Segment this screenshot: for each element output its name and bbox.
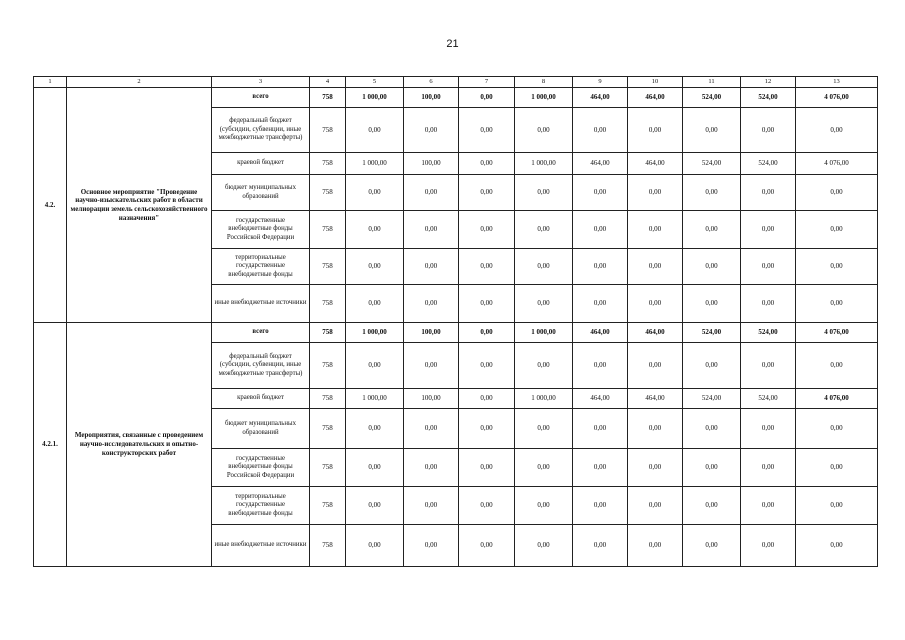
amount-cell: 0,00 xyxy=(628,175,683,211)
amount-cell: 0,00 xyxy=(404,487,459,525)
grbs-code-cell: 758 xyxy=(310,487,346,525)
amount-cell: 0,00 xyxy=(459,175,515,211)
amount-cell: 0,00 xyxy=(515,108,573,153)
amount-cell: 0,00 xyxy=(628,343,683,389)
amount-cell: 0,00 xyxy=(573,285,628,323)
amount-cell: 0,00 xyxy=(683,409,741,449)
column-number-row xyxy=(34,77,878,88)
column-number-cell: 8 xyxy=(515,77,573,88)
amount-cell: 0,00 xyxy=(459,525,515,567)
amount-cell: 1 000,00 xyxy=(515,323,573,343)
amount-cell: 0,00 xyxy=(683,211,741,249)
funding-source: государственные внебюджетные фонды Российской Федерации xyxy=(212,449,310,487)
amount-cell: 0,00 xyxy=(459,409,515,449)
column-number-cell: 3 xyxy=(212,77,310,88)
amount-cell: 464,00 xyxy=(573,153,628,175)
funding-source: краевой бюджет xyxy=(212,153,310,175)
amount-cell: 0,00 xyxy=(459,389,515,409)
amount-cell: 0,00 xyxy=(683,449,741,487)
amount-cell: 0,00 xyxy=(628,449,683,487)
funding-source: иные внебюджетные источники xyxy=(212,525,310,567)
amount-cell: 0,00 xyxy=(683,249,741,285)
amount-cell: 0,00 xyxy=(346,449,404,487)
amount-cell: 524,00 xyxy=(741,323,796,343)
amount-cell: 0,00 xyxy=(404,343,459,389)
amount-cell: 0,00 xyxy=(628,249,683,285)
amount-cell: 0,00 xyxy=(628,211,683,249)
column-number-cell: 5 xyxy=(346,77,404,88)
amount-cell: 4 076,00 xyxy=(796,153,878,175)
amount-cell: 0,00 xyxy=(796,175,878,211)
funding-source: бюджет муниципальных образований xyxy=(212,409,310,449)
amount-cell: 100,00 xyxy=(404,153,459,175)
amount-cell: 0,00 xyxy=(515,449,573,487)
amount-cell: 0,00 xyxy=(628,108,683,153)
amount-cell: 100,00 xyxy=(404,323,459,343)
measure-name: Мероприятия, связанные с проведением научно-исследовательских и опытно-конструкторских работ xyxy=(67,323,212,567)
amount-cell: 0,00 xyxy=(346,409,404,449)
grbs-code-cell: 758 xyxy=(310,525,346,567)
amount-cell: 0,00 xyxy=(683,343,741,389)
column-number-cell: 13 xyxy=(796,77,878,88)
amount-cell: 0,00 xyxy=(573,249,628,285)
amount-cell: 0,00 xyxy=(346,175,404,211)
funding-source: бюджет муниципальных образований xyxy=(212,175,310,211)
amount-cell: 100,00 xyxy=(404,389,459,409)
amount-cell: 0,00 xyxy=(741,525,796,567)
amount-cell: 0,00 xyxy=(683,175,741,211)
amount-cell: 0,00 xyxy=(796,211,878,249)
amount-cell: 464,00 xyxy=(573,323,628,343)
column-number-cell: 4 xyxy=(310,77,346,88)
amount-cell: 0,00 xyxy=(741,409,796,449)
amount-cell: 100,00 xyxy=(404,88,459,108)
amount-cell: 0,00 xyxy=(459,88,515,108)
amount-cell: 0,00 xyxy=(515,249,573,285)
amount-cell: 0,00 xyxy=(741,285,796,323)
amount-cell: 0,00 xyxy=(459,487,515,525)
amount-cell: 0,00 xyxy=(741,449,796,487)
amount-cell: 0,00 xyxy=(741,108,796,153)
funding-source: государственные внебюджетные фонды Российской Федерации xyxy=(212,211,310,249)
amount-cell: 0,00 xyxy=(346,343,404,389)
column-number-cell: 12 xyxy=(741,77,796,88)
amount-cell: 0,00 xyxy=(741,343,796,389)
amount-cell: 464,00 xyxy=(628,323,683,343)
amount-cell: 1 000,00 xyxy=(346,323,404,343)
amount-cell: 524,00 xyxy=(683,153,741,175)
amount-cell: 0,00 xyxy=(404,108,459,153)
amount-cell: 0,00 xyxy=(459,323,515,343)
grbs-code-cell: 758 xyxy=(310,343,346,389)
amount-cell: 0,00 xyxy=(683,525,741,567)
amount-cell: 0,00 xyxy=(404,249,459,285)
column-number-cell: 10 xyxy=(628,77,683,88)
amount-cell: 0,00 xyxy=(515,343,573,389)
amount-cell: 0,00 xyxy=(796,525,878,567)
amount-cell: 0,00 xyxy=(346,487,404,525)
amount-cell: 0,00 xyxy=(459,108,515,153)
amount-cell: 524,00 xyxy=(741,389,796,409)
amount-cell: 0,00 xyxy=(573,487,628,525)
amount-cell: 0,00 xyxy=(628,409,683,449)
amount-cell: 524,00 xyxy=(741,88,796,108)
amount-cell: 0,00 xyxy=(796,487,878,525)
measure-name: Основное мероприятие "Проведение научно-изыскательских работ в области мелиорации земель сельскохозяйственного назначения" xyxy=(67,88,212,323)
table-row xyxy=(34,323,878,343)
funding-source: всего xyxy=(212,323,310,343)
amount-cell: 0,00 xyxy=(346,108,404,153)
amount-cell: 0,00 xyxy=(683,487,741,525)
funding-source: всего xyxy=(212,88,310,108)
amount-cell: 0,00 xyxy=(515,525,573,567)
amount-cell: 0,00 xyxy=(741,249,796,285)
grbs-code-cell: 758 xyxy=(310,108,346,153)
grbs-code-cell: 758 xyxy=(310,88,346,108)
page-number: 21 xyxy=(446,38,459,50)
amount-cell: 0,00 xyxy=(741,487,796,525)
amount-cell: 0,00 xyxy=(404,449,459,487)
column-number-cell: 9 xyxy=(573,77,628,88)
amount-cell: 0,00 xyxy=(573,108,628,153)
amount-cell: 0,00 xyxy=(796,343,878,389)
amount-cell: 0,00 xyxy=(404,285,459,323)
amount-cell: 4 076,00 xyxy=(796,323,878,343)
amount-cell: 0,00 xyxy=(628,525,683,567)
amount-cell: 0,00 xyxy=(515,487,573,525)
amount-cell: 0,00 xyxy=(459,449,515,487)
grbs-code-cell: 758 xyxy=(310,249,346,285)
column-number-cell: 11 xyxy=(683,77,741,88)
amount-cell: 1 000,00 xyxy=(515,88,573,108)
amount-cell: 0,00 xyxy=(573,525,628,567)
amount-cell: 0,00 xyxy=(796,108,878,153)
amount-cell: 0,00 xyxy=(515,175,573,211)
amount-cell: 0,00 xyxy=(741,211,796,249)
amount-cell: 0,00 xyxy=(628,487,683,525)
measure-code: 4.2.1. xyxy=(34,323,67,567)
amount-cell: 0,00 xyxy=(573,343,628,389)
amount-cell: 0,00 xyxy=(573,211,628,249)
amount-cell: 0,00 xyxy=(404,175,459,211)
amount-cell: 524,00 xyxy=(683,88,741,108)
amount-cell: 464,00 xyxy=(628,88,683,108)
amount-cell: 0,00 xyxy=(573,175,628,211)
amount-cell: 464,00 xyxy=(573,389,628,409)
column-number-cell: 2 xyxy=(67,77,212,88)
column-number-cell: 6 xyxy=(404,77,459,88)
grbs-code-cell: 758 xyxy=(310,285,346,323)
amount-cell: 464,00 xyxy=(628,153,683,175)
amount-cell: 0,00 xyxy=(459,153,515,175)
amount-cell: 0,00 xyxy=(459,211,515,249)
amount-cell: 0,00 xyxy=(515,211,573,249)
amount-cell: 1 000,00 xyxy=(346,153,404,175)
funding-source: федеральный бюджет (субсидии, субвенции, иные межбюджетные трансферты) xyxy=(212,343,310,389)
amount-cell: 524,00 xyxy=(741,153,796,175)
grbs-code-cell: 758 xyxy=(310,449,346,487)
amount-cell: 1 000,00 xyxy=(346,88,404,108)
amount-cell: 0,00 xyxy=(796,409,878,449)
amount-cell: 0,00 xyxy=(404,409,459,449)
budget-table xyxy=(33,76,878,567)
amount-cell: 0,00 xyxy=(573,409,628,449)
grbs-code-cell: 758 xyxy=(310,153,346,175)
amount-cell: 0,00 xyxy=(346,249,404,285)
amount-cell: 1 000,00 xyxy=(515,153,573,175)
amount-cell: 0,00 xyxy=(796,285,878,323)
funding-source: краевой бюджет xyxy=(212,389,310,409)
amount-cell: 0,00 xyxy=(515,409,573,449)
column-number-cell: 7 xyxy=(459,77,515,88)
amount-cell: 1 000,00 xyxy=(515,389,573,409)
amount-cell: 0,00 xyxy=(683,108,741,153)
funding-source: федеральный бюджет (субсидии, субвенции, иные межбюджетные трансферты) xyxy=(212,108,310,153)
amount-cell: 0,00 xyxy=(573,449,628,487)
amount-cell: 0,00 xyxy=(404,525,459,567)
amount-cell: 0,00 xyxy=(459,343,515,389)
amount-cell: 0,00 xyxy=(796,449,878,487)
grbs-code-cell: 758 xyxy=(310,409,346,449)
funding-source: территориальные государственные внебюджетные фонды xyxy=(212,249,310,285)
funding-source: территориальные государственные внебюджетные фонды xyxy=(212,487,310,525)
table-row xyxy=(34,88,878,108)
amount-cell: 0,00 xyxy=(683,285,741,323)
amount-cell: 0,00 xyxy=(741,175,796,211)
amount-cell: 0,00 xyxy=(628,285,683,323)
amount-cell: 524,00 xyxy=(683,389,741,409)
amount-cell: 0,00 xyxy=(346,525,404,567)
amount-cell: 0,00 xyxy=(346,211,404,249)
amount-cell: 0,00 xyxy=(515,285,573,323)
amount-cell: 4 076,00 xyxy=(796,389,878,409)
amount-cell: 524,00 xyxy=(683,323,741,343)
amount-cell: 1 000,00 xyxy=(346,389,404,409)
amount-cell: 0,00 xyxy=(459,285,515,323)
funding-source: иные внебюджетные источники xyxy=(212,285,310,323)
amount-cell: 464,00 xyxy=(628,389,683,409)
grbs-code-cell: 758 xyxy=(310,211,346,249)
measure-code: 4.2. xyxy=(34,88,67,323)
grbs-code-cell: 758 xyxy=(310,389,346,409)
grbs-code-cell: 758 xyxy=(310,323,346,343)
amount-cell: 0,00 xyxy=(346,285,404,323)
column-number-cell: 1 xyxy=(34,77,67,88)
amount-cell: 0,00 xyxy=(796,249,878,285)
amount-cell: 464,00 xyxy=(573,88,628,108)
amount-cell: 4 076,00 xyxy=(796,88,878,108)
amount-cell: 0,00 xyxy=(459,249,515,285)
grbs-code-cell: 758 xyxy=(310,175,346,211)
amount-cell: 0,00 xyxy=(404,211,459,249)
